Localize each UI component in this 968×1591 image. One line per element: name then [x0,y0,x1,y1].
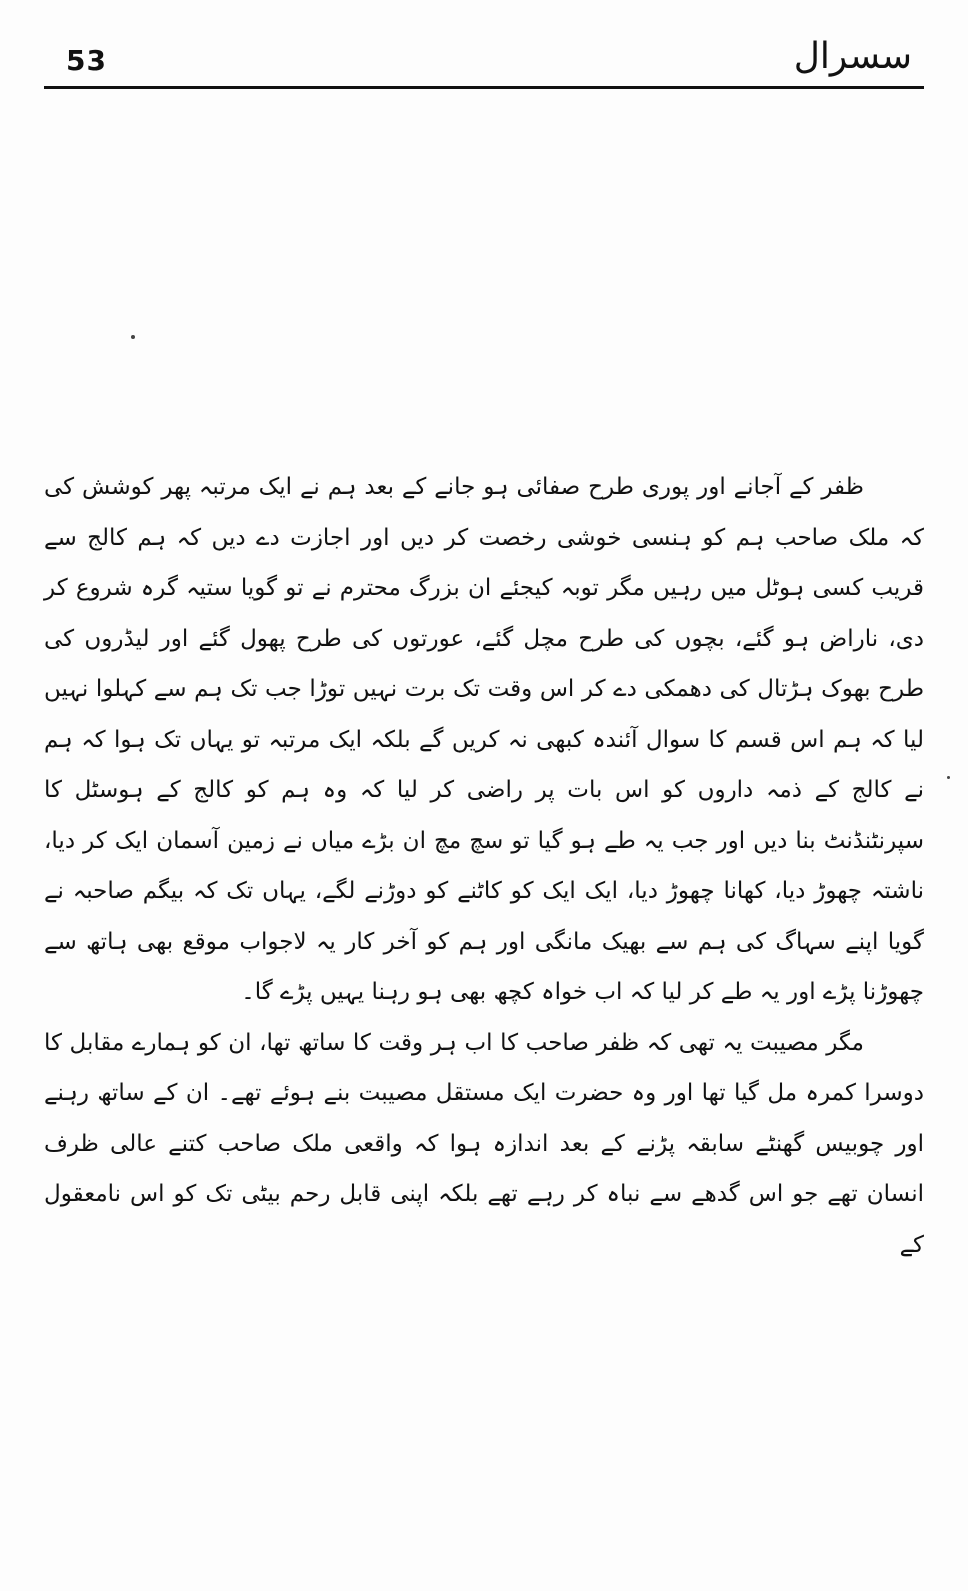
body-text [44,462,924,1270]
page-header [44,30,924,88]
paragraph-1: ظفر کے آجانے اور پوری طرح صفائی ہو جانے کے بعد ہم نے ایک مرتبہ پھر کوشش کی کہ ملک صاحب ہم کو ہنسی خوشی رخصت کر دیں اور اجازت دے دیں کہ ہم کالج سے قریب کسی ہوٹل میں رہیں مگر توبہ کیجئے ان بزرگ محترم نے تو گویا ستیہ گرہ شروع کر دی، ناراض ہو گئے، بچوں کی طرح مچل گئے، عورتوں کی طرح پھول گئے اور لیڈروں کی طرح بھوک ہڑتال کی دھمکی دے کر اس وقت تک برت نہیں توڑا جب تک ہم سے کہلوا نہیں لیا کہ ہم اس قسم کا سوال آئندہ کبھی نہ کریں گے بلکہ ایک مرتبہ تو یہاں تک ہوا کہ ہم نے کالج کے ذمہ داروں کو اس بات پر راضی کر لیا کہ وہ ہم کو کالج کے ہوسٹل کا سپرنٹنڈنٹ بنا دیں اور جب یہ طے ہو گیا تو سچ مچ ان بڑے میاں نے زمین آسمان ایک کر دیا، ناشتہ چھوڑ دیا، کھانا چھوڑ دیا، ایک ایک کو کاٹنے کو دوڑنے لگے، یہاں تک کہ بیگم صاحبہ نے گویا اپنے سہاگ کی ہم سے بھیک مانگی اور ہم کو آخر کار یہ لاجواب موقع بھی ہاتھ سے چھوڑنا پڑے اور یہ طے کر لیا کہ اب خواہ کچھ بھی ہو رہنا یہیں پڑے گا۔ [44,474,924,1005]
scan-speck [947,776,950,779]
page-number: 53 [66,44,107,77]
running-title: سسرال [793,36,912,77]
scan-speck [131,335,135,339]
header-rule [44,86,924,89]
paragraph-2: مگر مصیبت یہ تھی کہ ظفر صاحب کا اب ہر وقت کا ساتھ تھا، ان کو ہمارے مقابل کا دوسرا کمرہ مل گیا تھا اور وہ حضرت ایک مستقل مصیبت بنے ہوئے تھے۔ ان کے ساتھ رہنے اور چوبیس گھنٹے سابقہ پڑنے کے بعد اندازہ ہوا کہ واقعی ملک صاحب کتنے عالی ظرف انسان تھے جو اس گدھے سے نباہ کر رہے تھے بلکہ اپنی قابل رحم بیٹی تک کو اس نامعقول کے [44,1029,924,1258]
